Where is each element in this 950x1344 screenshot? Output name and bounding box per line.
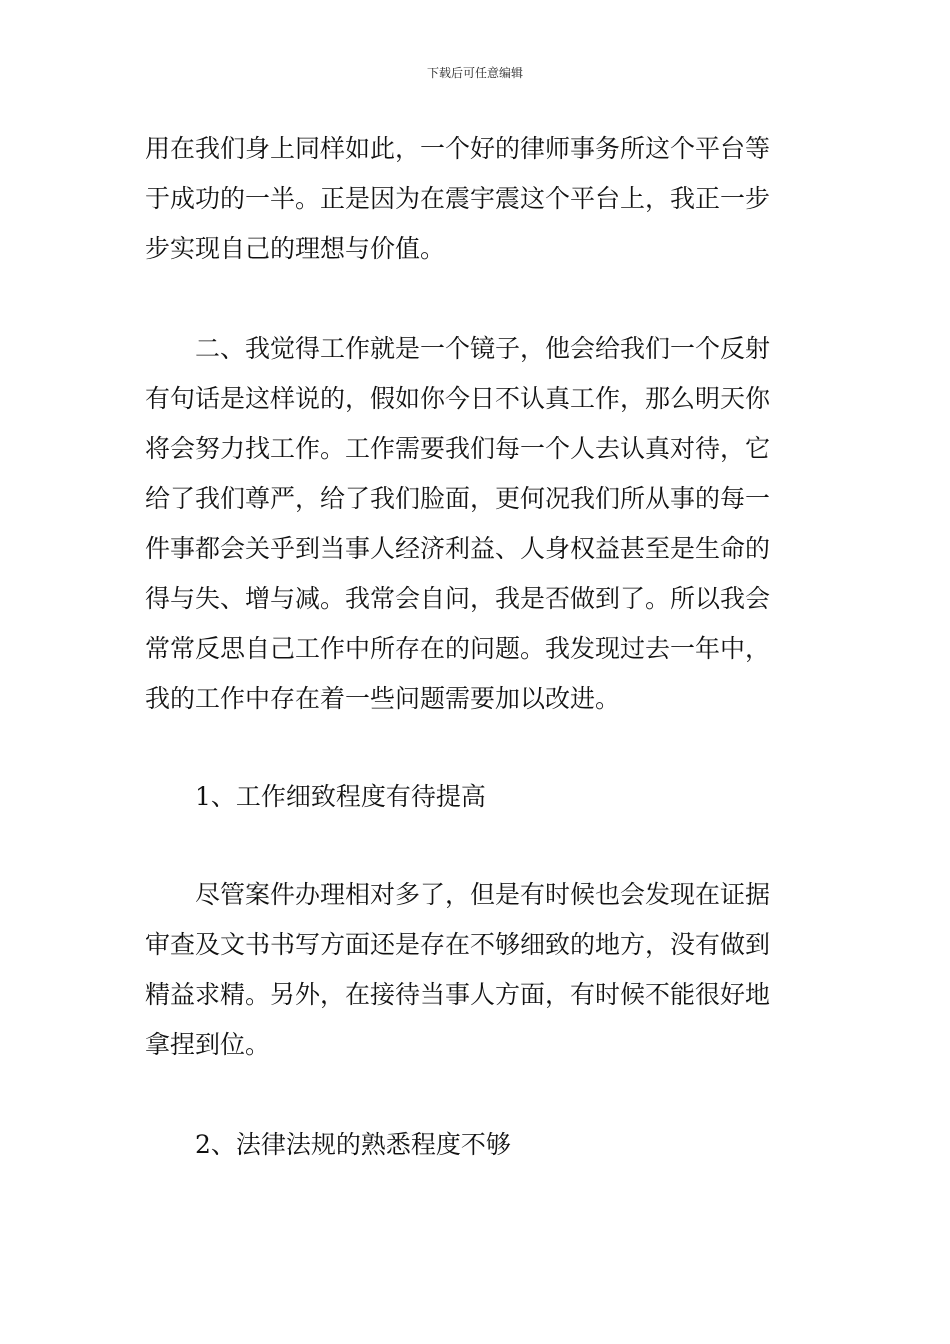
text-line: 尽管案件办理相对多了，但是有时候也会发现在证据	[195, 880, 771, 909]
paragraph-2	[145, 324, 807, 724]
text-line: 步实现自己的理想与价值。	[145, 234, 446, 263]
text-line: 给了我们尊严，给了我们脸面，更何况我们所从事的每一	[145, 484, 771, 513]
text-line: 件事都会关乎到当事人经济利益、人身权益甚至是生命的	[145, 534, 771, 563]
text-line: 1、工作细致程度有待提高	[195, 782, 486, 811]
section-heading-1	[145, 772, 807, 822]
text-line: 得与失、增与减。我常会自问，我是否做到了。所以我会	[145, 584, 771, 613]
text-line: 用在我们身上同样如此，一个好的律师事务所这个平台等	[145, 134, 771, 163]
text-line: 于成功的一半。正是因为在震宇震这个平台上，我正一步	[145, 184, 771, 213]
text-line: 精益求精。另外，在接待当事人方面，有时候不能很好地	[145, 980, 771, 1009]
text-line: 拿捏到位。	[145, 1030, 271, 1059]
section-heading-2	[145, 1120, 807, 1170]
page-header: 下载后可任意编辑	[426, 66, 523, 80]
text-line: 审查及文书书写方面还是存在不够细致的地方，没有做到	[145, 930, 771, 959]
text-line: 二、我觉得工作就是一个镜子，他会给我们一个反射	[195, 334, 771, 363]
text-line: 我的工作中存在着一些问题需要加以改进。	[145, 684, 621, 713]
text-line: 常常反思自己工作中所存在的问题。我发现过去一年中，	[145, 634, 771, 663]
text-line: 有句话是这样说的，假如你今日不认真工作，那么明天你	[145, 384, 771, 413]
paragraph-1	[145, 124, 807, 274]
text-line: 2、法律法规的熟悉程度不够	[195, 1130, 511, 1159]
text-line: 将会努力找工作。工作需要我们每一个人去认真对待，它	[145, 434, 771, 463]
paragraph-3	[145, 870, 807, 1070]
